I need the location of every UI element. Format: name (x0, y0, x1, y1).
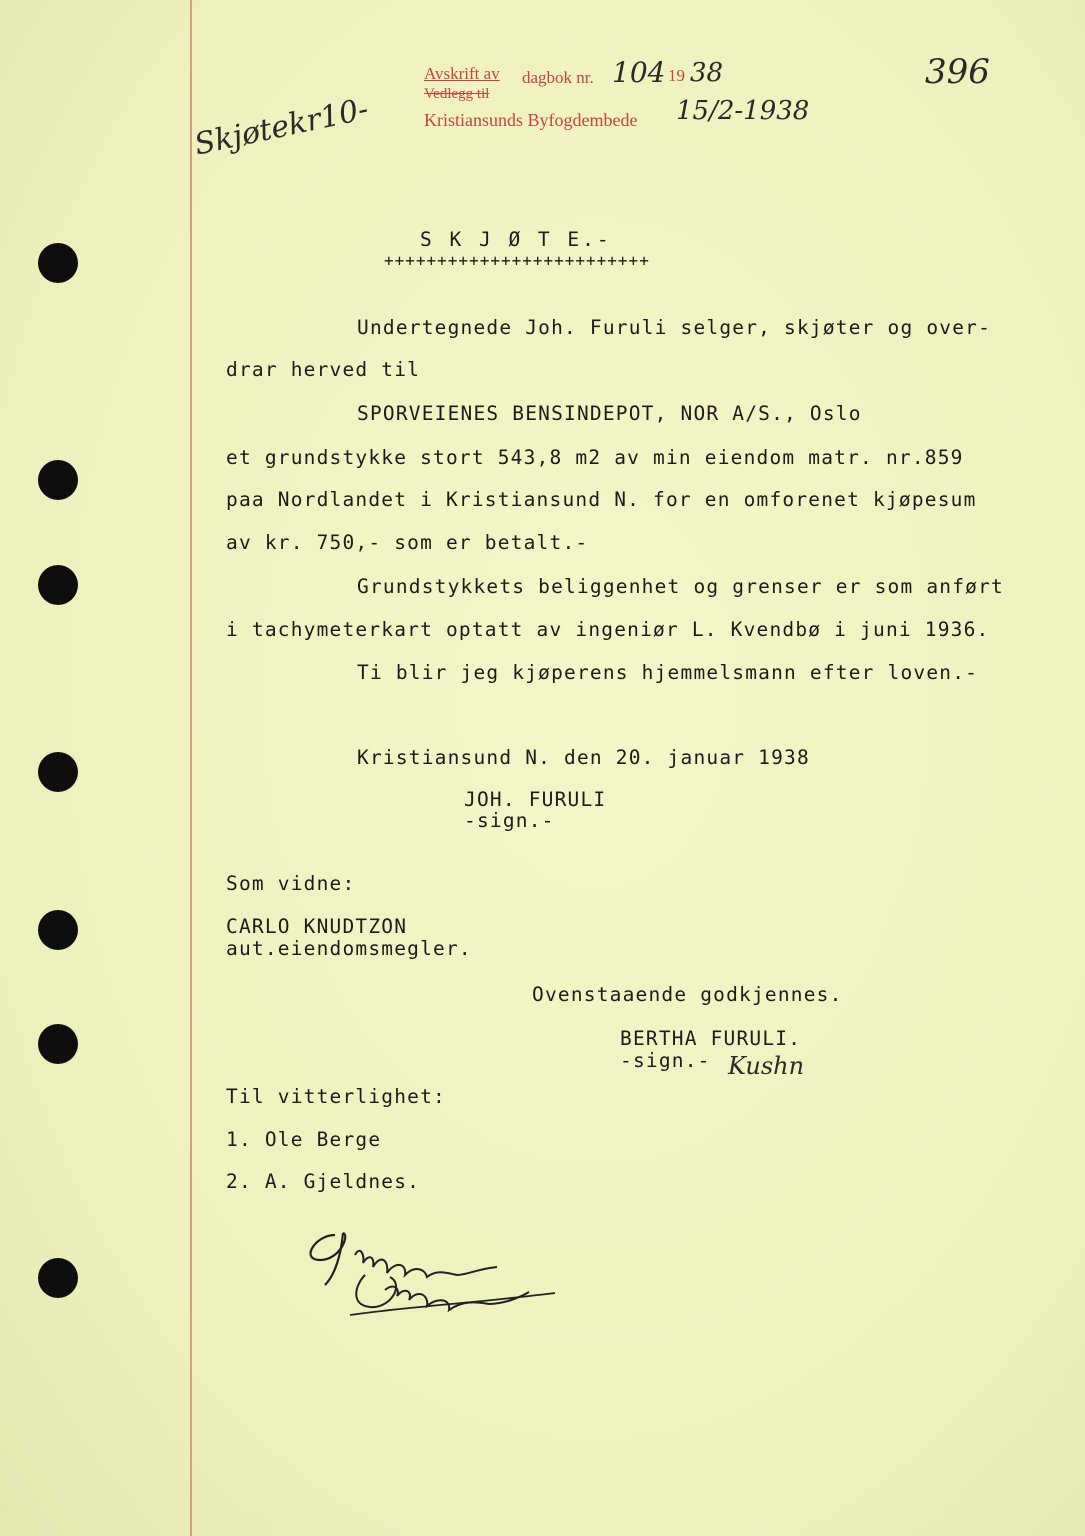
punch-hole (38, 1024, 78, 1064)
witness-title: aut.eiendomsmegler. (226, 937, 472, 960)
margin-rule (190, 0, 192, 1536)
body-line: drar herved til (226, 358, 421, 381)
stamp-avskrift: Avskrift av (424, 64, 500, 83)
body-line: Grundstykkets beliggenhet og grenser er som anført (357, 575, 1004, 598)
body-line: paa Nordlandet i Kristiansund N. for en omforenet kjøpesum (226, 488, 977, 511)
witness-label: Som vidne: (226, 872, 356, 895)
margin-note: Skjøtekr10- (191, 91, 372, 163)
seller-sign: -sign.- (464, 809, 555, 832)
vitterlighet-label: Til vitterlighet: (226, 1085, 446, 1108)
body-line: Ti blir jeg kjøperens hjemmelsmann efter loven.- (357, 661, 979, 684)
punch-hole (38, 910, 78, 950)
punch-hole (38, 565, 78, 605)
witness-name: CARLO KNUDTZON (226, 915, 408, 938)
title-rule: +++++++++++++++++++++++++ (384, 251, 650, 270)
approver-name: BERTHA FURULI. (620, 1027, 802, 1050)
body-line: SPORVEIENES BENSINDEPOT, NOR A/S., Oslo (357, 402, 862, 425)
dagbok-number: 104 (612, 56, 666, 89)
body-line: Undertegnede Joh. Furuli selger, skjøter og over- (357, 316, 992, 339)
punch-hole (38, 460, 78, 500)
year-suffix: 38 (690, 58, 724, 88)
punch-hole (38, 1258, 78, 1298)
stamp-vedlegg: Vedlegg til (424, 86, 490, 102)
approver-sign: -sign.- (620, 1049, 711, 1072)
punch-hole (38, 752, 78, 792)
handwritten-date: 15/2-1938 (676, 96, 810, 126)
stamp-office: Kristiansunds Byfogdembede (424, 110, 638, 130)
place-date: Kristiansund N. den 20. januar 1938 (357, 746, 810, 769)
page-number: 396 (925, 52, 990, 92)
punch-hole (38, 243, 78, 283)
body-line: et grundstykke stort 543,8 m2 av min eiendom matr. nr.859 (226, 446, 964, 469)
seller-name: JOH. FURULI (464, 788, 607, 811)
stamp-dagbok: dagbok nr. (522, 68, 594, 87)
body-line: av kr. 750,- som er betalt.- (226, 531, 589, 554)
approver-handwriting: Kushn (728, 1052, 805, 1080)
year-prefix: 19 (668, 66, 685, 85)
body-line: i tachymeterkart optatt av ingeniør L. Kvendbø i juni 1936. (226, 618, 990, 641)
approval-text: Ovenstaaende godkjennes. (532, 983, 843, 1006)
witness-1: 1. Ole Berge (226, 1128, 382, 1151)
handwritten-signature (295, 1215, 595, 1325)
witness-2: 2. A. Gjeldnes. (226, 1170, 421, 1193)
document-title: S K J Ø T E.- (420, 228, 612, 251)
